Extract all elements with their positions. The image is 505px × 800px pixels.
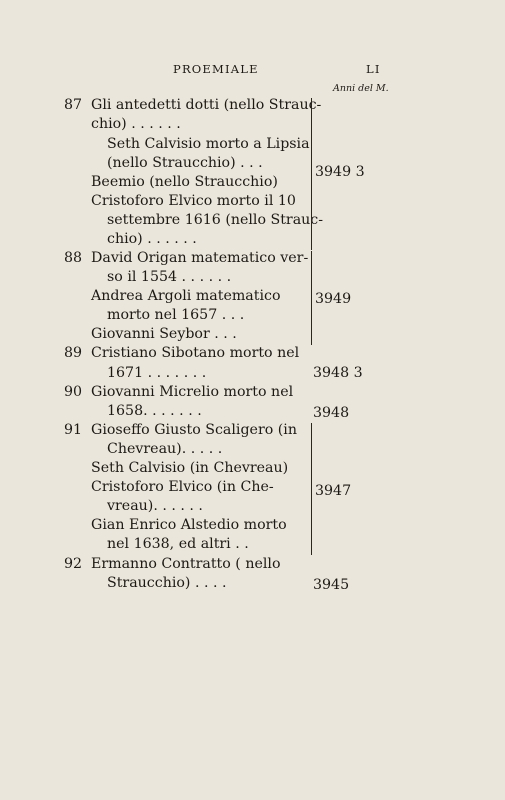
entry-number: 89 [64,345,83,361]
page-number: LI [366,62,381,76]
entry-number: 90 [64,384,83,400]
entry-line: Gli antedetti dotti (nello Strauc- [91,97,322,113]
entry-line: Beemio (nello Straucchio) [91,174,278,190]
entry-line: Giovanni Seybor . . . [91,326,237,342]
entry-line: Cristoforo Elvico (in Che- [91,479,274,495]
entry-line: Cristiano Sibotano morto nel [91,345,300,361]
brace [311,423,312,555]
entry-line: morto nel 1657 . . . [107,307,245,323]
running-head: PROEMIALE [173,62,259,76]
entry-line: 1671 . . . . . . . [107,365,207,381]
entry-line: so il 1554 . . . . . . [107,269,232,285]
entry-line: Chevreau). . . . . [107,441,223,457]
entry-line: (nello Straucchio) . . . [107,155,263,171]
year-value: 3948 3 [313,365,363,381]
entry-line: chio) . . . . . . [91,116,181,132]
entry-line: settembre 1616 (nello Strauc- [107,212,324,228]
year-value: 3947 [315,483,352,499]
year-value: 3949 3 [315,164,365,180]
year-value: 3948 [313,405,350,421]
entry-number: 92 [64,556,83,572]
year-value: 3945 [313,577,350,593]
entry-line: 1658. . . . . . . [107,403,202,419]
entry-line: Seth Calvisio morto a Lipsia [107,136,310,152]
entry-line: David Origan matematico ver- [91,250,309,266]
entry-number: 87 [64,97,83,113]
year-value: 3949 [315,291,352,307]
entry-line: Seth Calvisio (in Chevreau) [91,460,289,476]
entry-number: 88 [64,250,83,266]
entry-line: Gian Enrico Alstedio morto [91,517,287,533]
entry-line: vreau). . . . . . [107,498,203,514]
entry-line: Ermanno Contratto ( nello [91,556,281,572]
entry-line: Gioseffo Giusto Scaligero (in [91,422,297,438]
entry-line: Giovanni Micrelio morto nel [91,384,294,400]
entry-line: nel 1638, ed altri . . [107,536,249,552]
column-heading: Anni del M. [333,83,389,94]
entry-number: 91 [64,422,83,438]
entry-line: Straucchio) . . . . [107,575,227,591]
entry-line: Cristoforo Elvico morto il 10 [91,193,296,209]
entry-line: Andrea Argoli matematico [91,288,281,304]
entry-line: chio) . . . . . . [107,231,197,247]
brace [311,98,312,250]
brace [311,251,312,345]
